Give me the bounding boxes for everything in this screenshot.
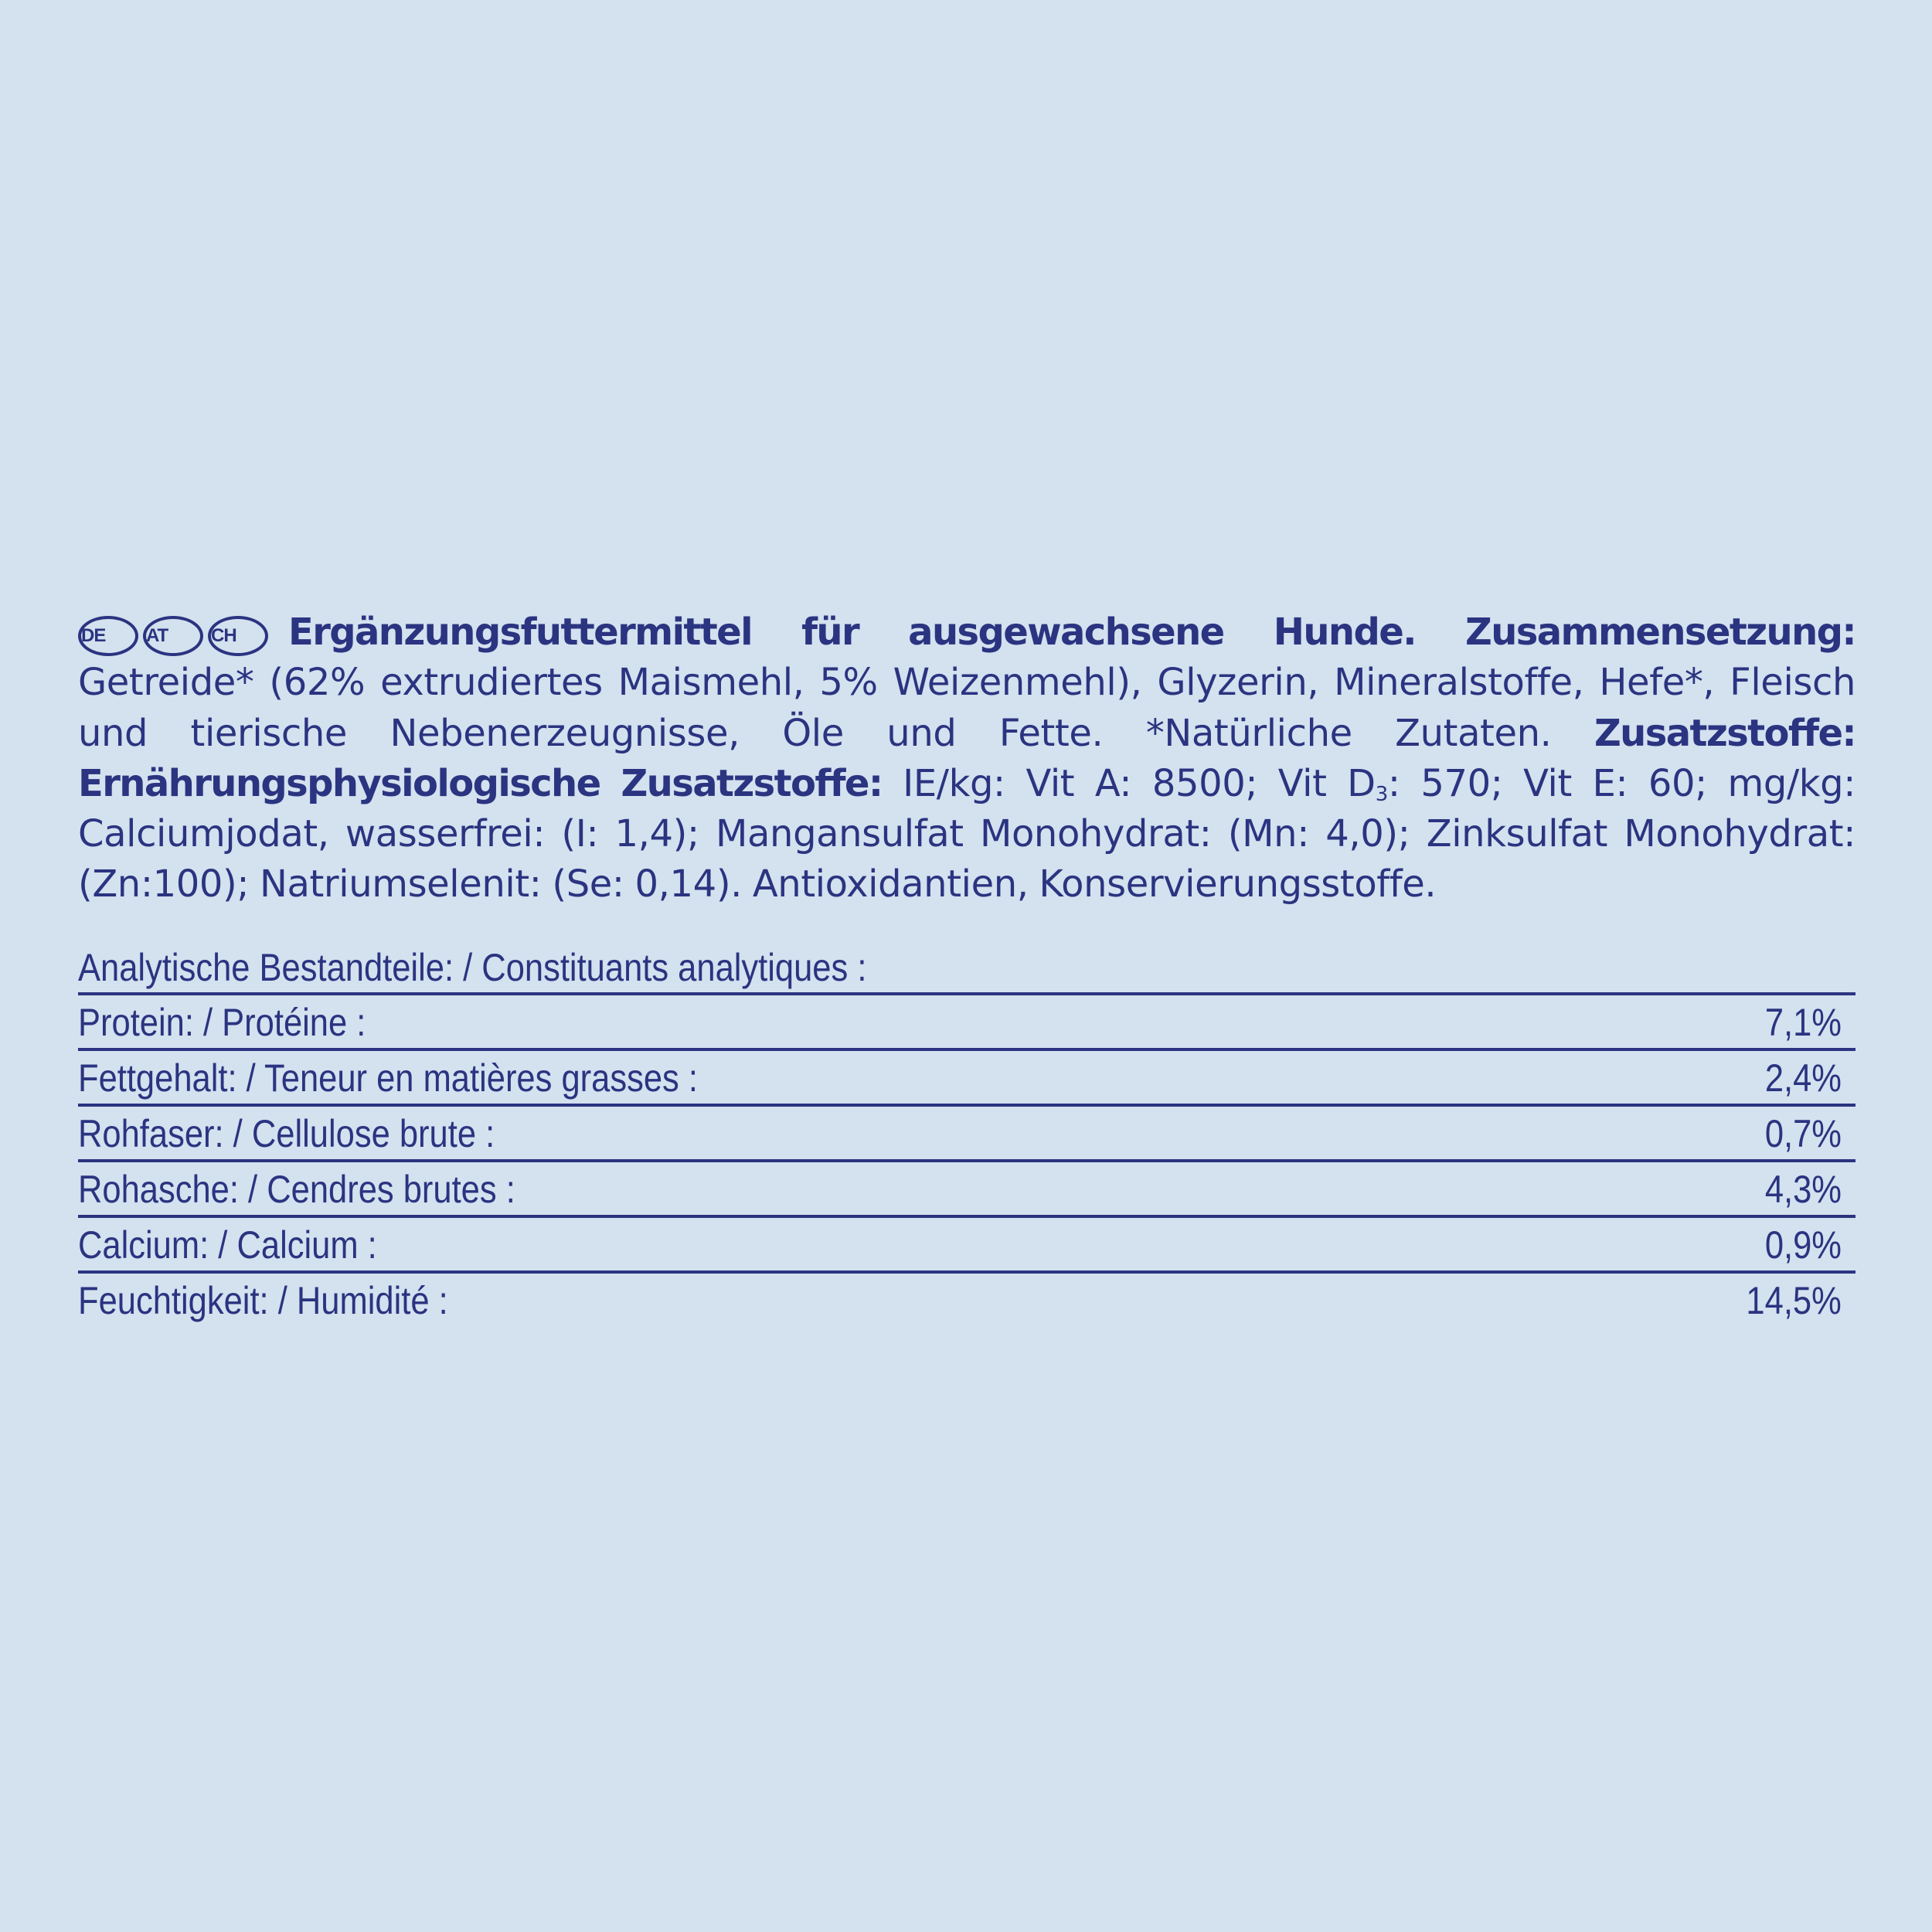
analysis-row-value: 0,7% <box>1764 1112 1842 1155</box>
analysis-row-label: Rohasche: / Cendres brutes : <box>78 1168 515 1211</box>
composition-ingredients: Getreide* (62% extrudiertes Maismehl, 5% Weizenmehl), Glyzerin, Mineralstoffe, Hefe*, Fleisch und tierische Nebenerzeugnisse, Öle und Fette. *Natürliche Zutaten. <box>78 661 1855 755</box>
analysis-row-label: Protein: / Protéine : <box>78 1001 366 1044</box>
analysis-row-ash <box>78 1159 1855 1215</box>
analysis-table <box>78 943 1855 1326</box>
vit-d-subscript: 3 <box>1375 782 1388 806</box>
composition-text <box>78 607 1855 910</box>
analysis-row-value: 7,1% <box>1764 1001 1842 1044</box>
analysis-heading: Analytische Bestandteile: / Constituants analytiques : <box>78 946 867 989</box>
country-badges <box>78 616 268 656</box>
analysis-row-protein <box>78 992 1855 1048</box>
additives-text-part2: : 570; Vit E: 60; mg/kg: Calciumjodat, wasserfrei: (I: 1,4); Mangansulfat Monohydrat: (Mn: 4,0); Zinksulfat Monohydrat: (Zn:100); Natriumselenit: (Se: 0,14). Antioxidantien, Konservierungsstoffe. <box>78 761 1855 906</box>
analysis-row-fat <box>78 1048 1855 1104</box>
analysis-row-fibre <box>78 1104 1855 1159</box>
country-badge-de: DE <box>78 616 138 656</box>
country-badge-ch: CH <box>208 616 268 656</box>
country-badge-at: AT <box>143 616 203 656</box>
analysis-row-label: Calcium: / Calcium : <box>78 1223 377 1267</box>
analysis-row-label: Rohfaser: / Cellulose brute : <box>78 1112 495 1155</box>
analysis-row-value: 4,3% <box>1764 1168 1842 1211</box>
analysis-row-label: Fettgehalt: / Teneur en matières grasses : <box>78 1056 698 1100</box>
additives-title: Zusatzstoffe: Ernährungsphysiologische Zusatzstoffe: <box>78 711 1855 805</box>
analysis-row-value: 2,4% <box>1764 1056 1842 1100</box>
analysis-row-value: 0,9% <box>1764 1223 1842 1267</box>
additives-text-part1: IE/kg: Vit A: 8500; Vit D <box>903 761 1376 805</box>
analysis-row-calcium <box>78 1215 1855 1270</box>
analysis-row-moisture <box>78 1270 1855 1326</box>
analysis-row-value: 14,5% <box>1746 1279 1842 1322</box>
composition-title: Ergänzungsfuttermittel für ausgewachsene Hunde. Zusammensetzung: <box>288 611 1855 654</box>
analysis-row-label: Feuchtigkeit: / Humidité : <box>78 1279 448 1322</box>
